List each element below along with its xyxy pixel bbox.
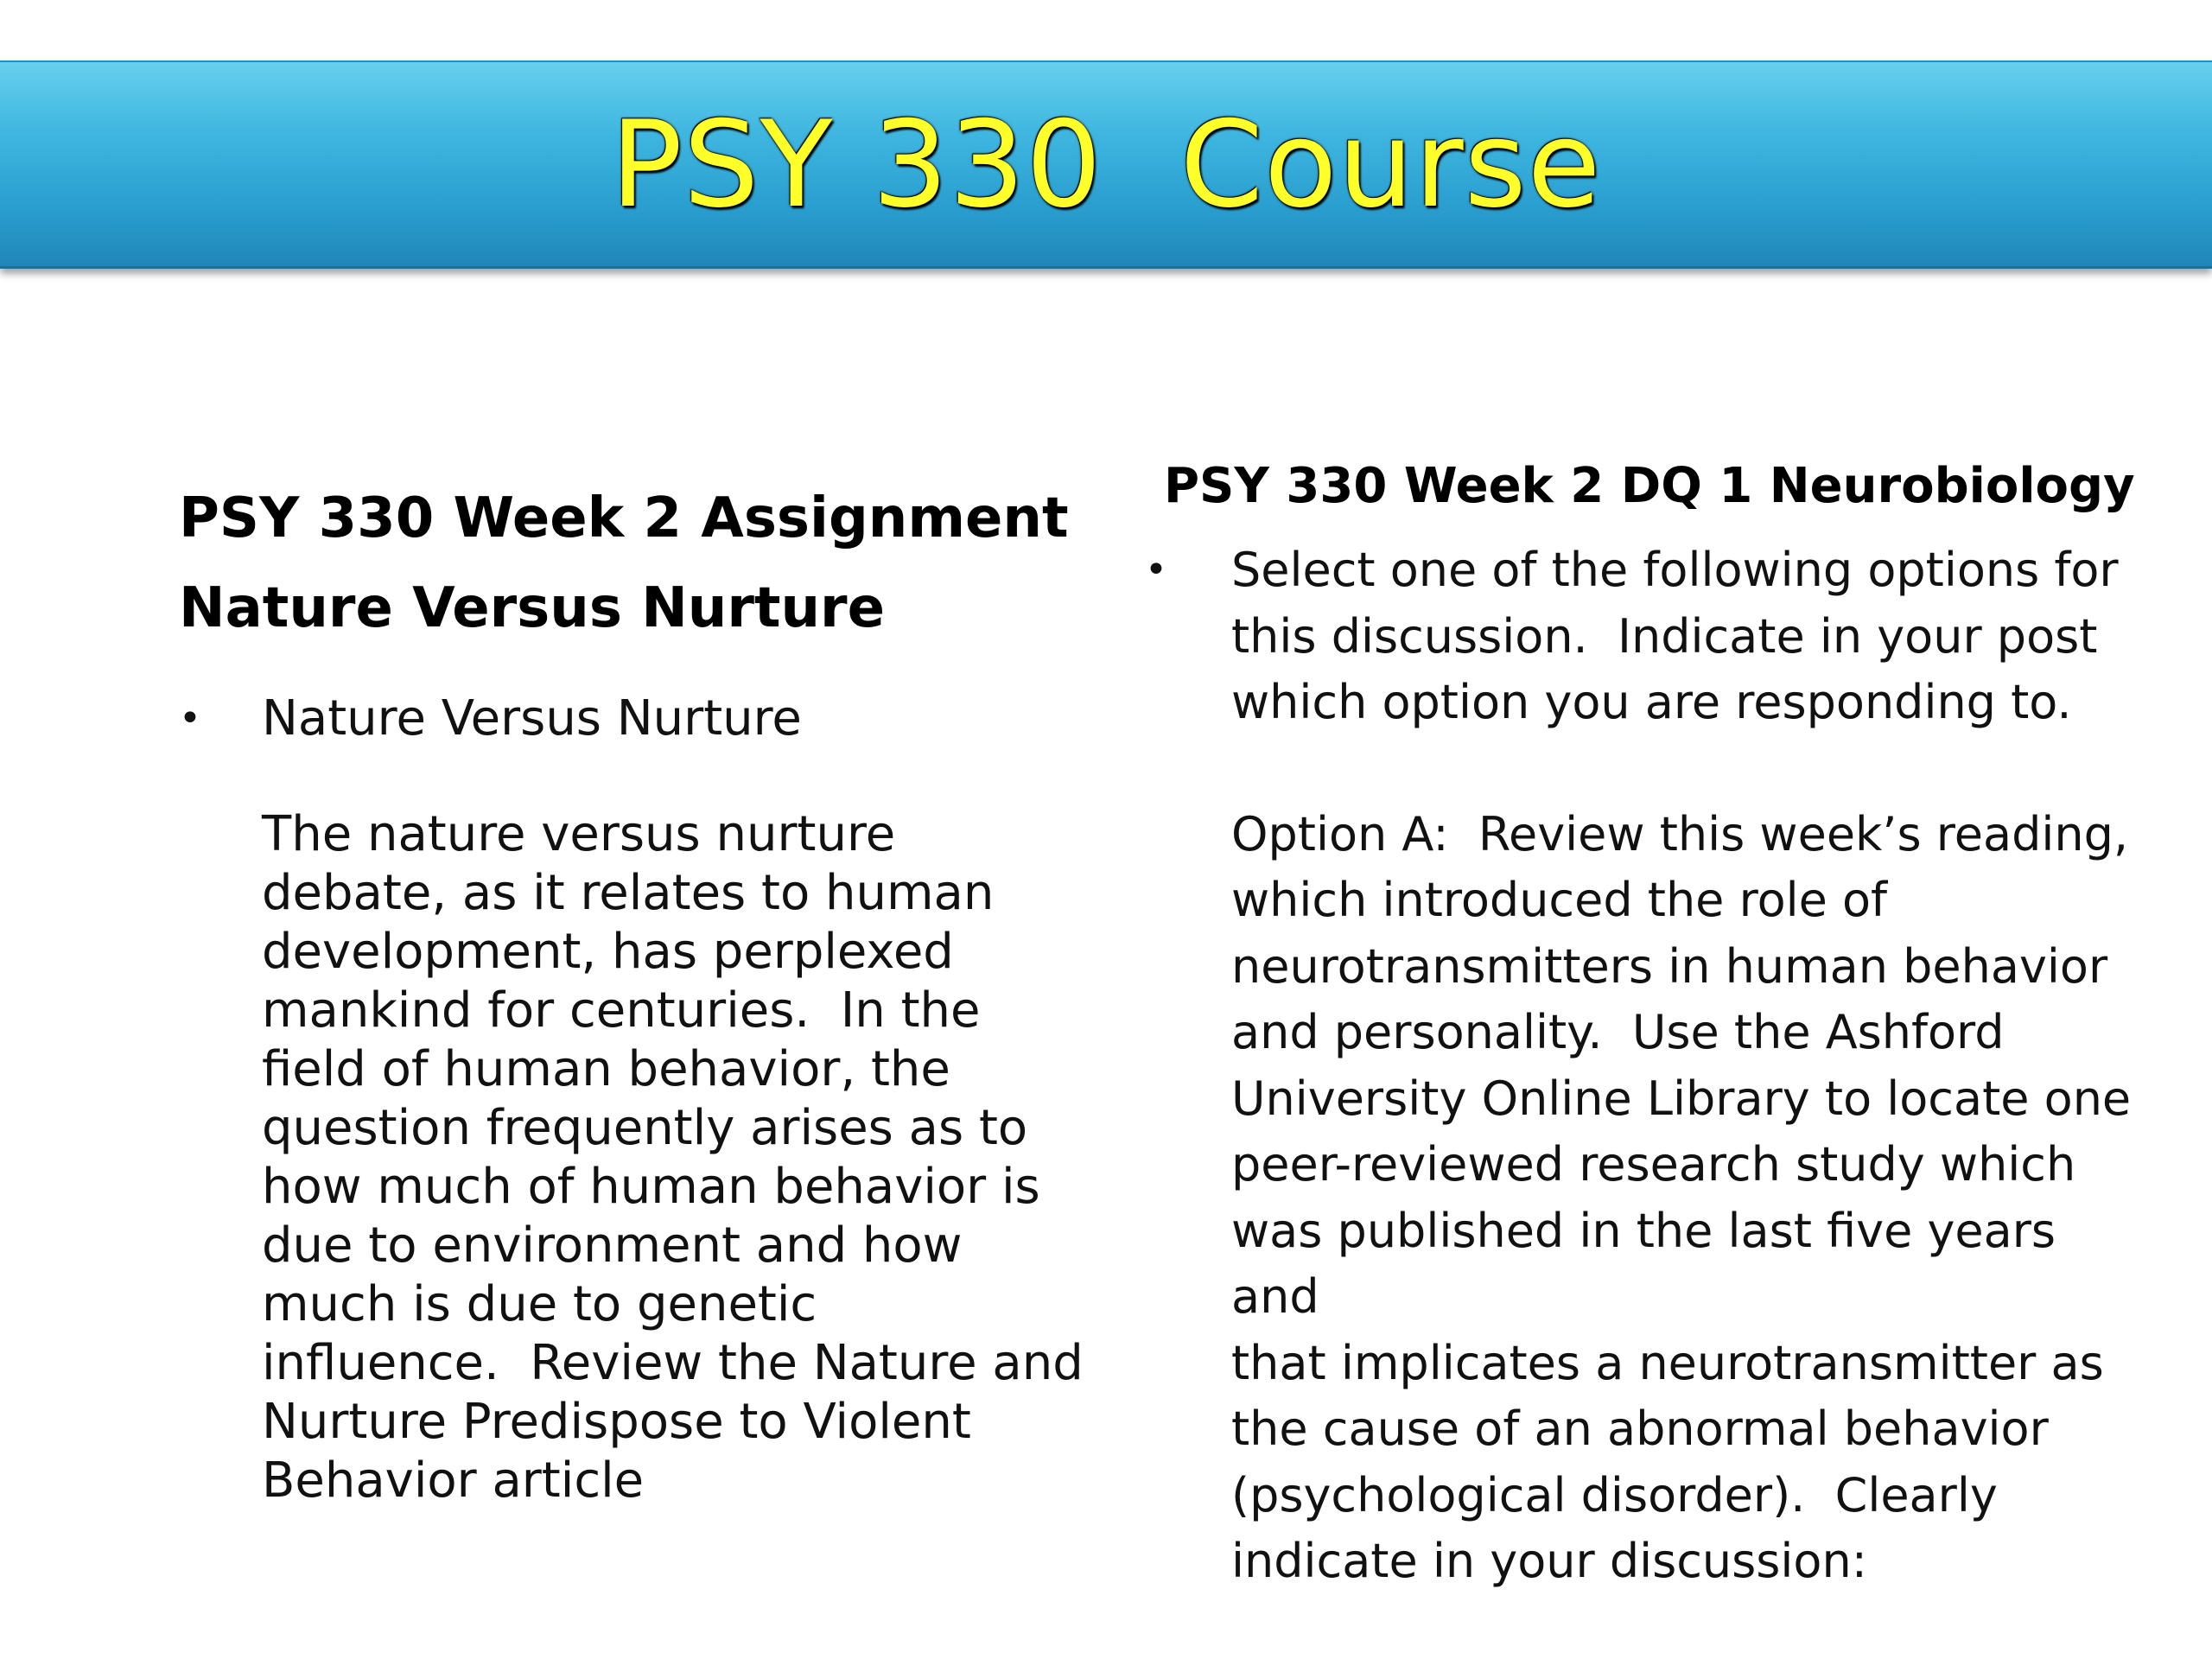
left-body-line: influence. Review the Nature and: [262, 1335, 1084, 1391]
right-bullet: [1145, 537, 2139, 1595]
right-intro-line: which option you are responding to.: [1231, 675, 2072, 729]
left-heading-line-1: PSY 330 Week 2 Assignment: [179, 486, 1069, 550]
bullet-icon: •: [1145, 548, 1167, 592]
left-body-line: debate, as it relates to human: [262, 865, 995, 921]
left-body-line: how much of human behavior is: [262, 1159, 1040, 1215]
right-option-line: the cause of an abnormal behavior: [1231, 1402, 2049, 1456]
right-option-line: which introduced the role of: [1231, 873, 1888, 927]
left-body-line: development, has perplexed: [262, 924, 954, 980]
left-body-line: Behavior article: [262, 1452, 645, 1509]
right-option-line: was published in the last five years and: [1231, 1203, 2056, 1324]
right-option-line: (psychological disorder). Clearly: [1231, 1467, 1998, 1522]
right-option-line: indicate in your discussion:: [1231, 1534, 1867, 1588]
left-body-line: much is due to genetic: [262, 1276, 817, 1332]
left-column: [179, 474, 1138, 1510]
title-banner: [0, 60, 2212, 269]
left-body-line: field of human behavior, the: [262, 1041, 950, 1097]
left-body-line: mankind for centuries. In the: [262, 982, 981, 1039]
left-bullet: [179, 688, 1138, 1510]
left-body-line: due to environment and how: [262, 1217, 963, 1274]
left-bullet-body: [262, 688, 1138, 1510]
right-column: [1145, 448, 2139, 1595]
right-option-line: University Online Library to locate one: [1231, 1071, 2132, 1126]
right-intro-line: this discussion. Indicate in your post: [1231, 608, 2098, 664]
bullet-icon: •: [179, 696, 201, 741]
left-heading: [179, 474, 1138, 653]
left-bullet-title: Nature Versus Nurture: [262, 690, 802, 747]
right-option-line: Option A: Review this week’s reading,: [1231, 806, 2129, 861]
left-heading-line-2: Nature Versus Nurture: [179, 576, 885, 640]
right-intro-line: Select one of the following options for: [1231, 543, 2119, 597]
left-body-line: question frequently arises as to: [262, 1100, 1028, 1156]
right-option-line: and personality. Use the Ashford: [1231, 1005, 2005, 1059]
slide-title: PSY 330 Course: [610, 94, 1602, 234]
left-body-line: The nature versus nurture: [262, 806, 896, 862]
right-heading: PSY 330 Week 2 DQ 1 Neurobiology: [1164, 458, 2135, 514]
right-option-line: that implicates a neurotransmitter as: [1231, 1335, 2104, 1390]
right-option-line: neurotransmitters in human behavior: [1231, 938, 2108, 994]
paragraph-gap: [1231, 736, 2139, 802]
right-bullet-body: [1231, 537, 2139, 1595]
right-option-line: peer-reviewed research study which: [1231, 1137, 2076, 1192]
left-body-line: Nurture Predispose to Violent: [262, 1394, 971, 1450]
